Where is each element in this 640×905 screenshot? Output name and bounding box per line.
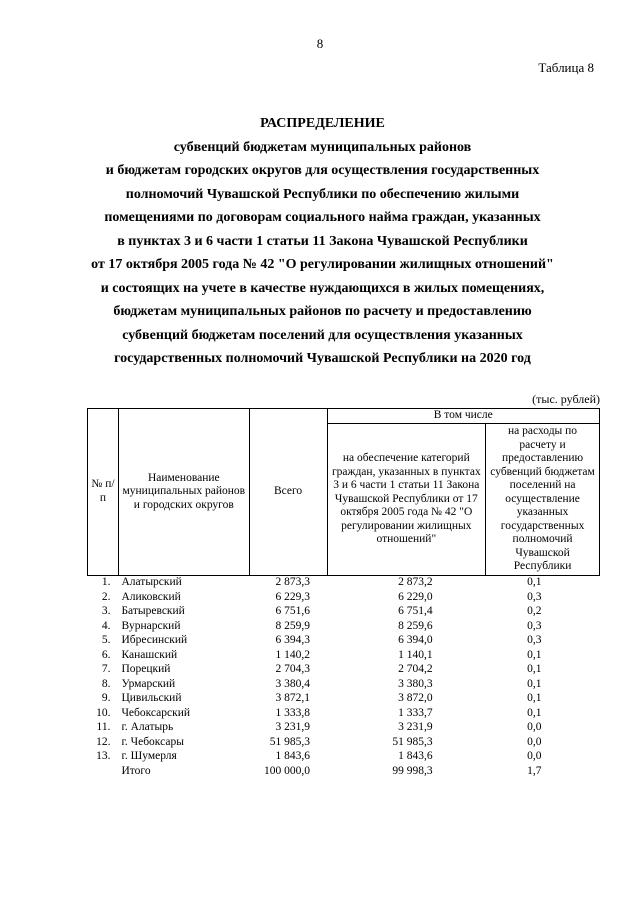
row-total: 3 380,4 [275, 677, 311, 690]
row-num: 6. [101, 648, 111, 661]
table-label: Таблица 8 [538, 60, 594, 75]
row-col-b: 0,0 [527, 721, 542, 733]
title-line: и состоящих на учете в качестве нуждающихся в жилых помещениях, [100, 280, 545, 296]
row-name: Итого [121, 764, 151, 777]
row-col-b: 0,3 [527, 634, 542, 646]
row-col-b: 1,7 [527, 764, 542, 777]
row-col-a: 3 872,0 [398, 692, 433, 704]
row-col-a: 6 751,4 [398, 605, 433, 617]
row-col-b: 0,1 [527, 663, 542, 675]
row-total: 1 843,6 [275, 750, 311, 762]
row-col-a: 51 985,3 [392, 735, 433, 748]
row-col-a: 8 259,6 [398, 619, 433, 632]
row-col-a: 2 873,2 [398, 576, 433, 588]
row-col-a: 99 998,3 [392, 764, 433, 777]
row-num: 4. [101, 619, 111, 632]
title-line: субвенций бюджетам муниципальных районов [173, 139, 472, 155]
row-name: Вурнарский [121, 619, 181, 632]
header-name: Наименование муниципальных районов и городских округов [118, 409, 249, 576]
row-name: Батыревский [121, 605, 185, 617]
row-name: Порецкий [121, 663, 171, 675]
row-col-b: 0,1 [527, 677, 542, 690]
title-line: субвенций бюджетам поселений для осуществления указанных [122, 327, 523, 343]
table-row [88, 575, 600, 590]
table-row [88, 721, 600, 736]
row-name: Урмарский [121, 677, 176, 690]
row-col-a: 2 704,2 [398, 663, 433, 675]
row-name: Аликовский [121, 590, 181, 603]
row-name: Чебоксарский [121, 706, 191, 719]
title-line: помещениями по договорам социального найма граждан, указанных [104, 210, 541, 225]
row-num: 12. [96, 735, 111, 748]
row-col-b: 0,3 [527, 619, 542, 632]
row-total: 1 140,2 [275, 648, 311, 661]
table-total-row [88, 764, 600, 779]
title-line: и бюджетам городских округов для осуществления государственных [105, 163, 540, 178]
table-row [88, 677, 600, 692]
table-row [88, 619, 600, 634]
row-num: 8. [101, 677, 111, 690]
row-num: 11. [96, 721, 111, 733]
row-name: Алатырский [121, 576, 182, 588]
table-row [88, 735, 600, 750]
row-col-b: 0,0 [527, 735, 542, 748]
row-total: 6 394,3 [275, 634, 311, 646]
title-line: от 17 октября 2005 года № 42 "О регулировании жилищных отношений" [91, 257, 554, 272]
row-num: 7. [101, 663, 111, 675]
row-total: 8 259,9 [275, 619, 311, 632]
title-line: РАСПРЕДЕЛЕНИЕ [260, 116, 385, 131]
row-total: 100 000,0 [264, 764, 311, 777]
table-row [88, 750, 600, 765]
row-total: 3 872,1 [275, 692, 311, 704]
distribution-table [87, 408, 600, 779]
row-num: 2. [101, 590, 111, 603]
table-row [88, 590, 600, 605]
row-name: г. Алатырь [121, 721, 174, 733]
row-col-a: 3 231,9 [398, 721, 433, 733]
row-total: 3 231,9 [275, 721, 311, 733]
table-row [88, 706, 600, 721]
row-total: 1 333,8 [275, 706, 311, 719]
header-col-b: на расходы по расчету и предоставлению субвенций бюджетам поселений на осуществление указанных государственных полномочий Чувашской Республики [486, 424, 600, 576]
row-name: г. Шумерля [121, 750, 177, 762]
title-line: бюджетам муниципальных районов по расчету и предоставлению [113, 304, 532, 319]
table-row [88, 663, 600, 678]
row-col-a: 6 229,0 [398, 590, 433, 603]
row-num [88, 764, 119, 779]
row-col-b: 0,3 [527, 590, 542, 603]
header-including: В том числе [327, 409, 599, 424]
row-num: 9. [101, 692, 111, 704]
title-line: в пунктах 3 и 6 части 1 статьи 11 Закона Чувашской Республики [117, 233, 528, 249]
row-total: 2 873,3 [275, 576, 311, 588]
row-name: Цивильский [121, 692, 182, 704]
row-col-a: 1 333,7 [398, 706, 433, 719]
table-header [88, 409, 600, 576]
row-col-b: 0,1 [527, 706, 542, 719]
row-col-a: 6 394,0 [398, 634, 433, 646]
row-col-b: 0,2 [527, 605, 542, 617]
units-label: (тыс. рублей) [532, 392, 600, 406]
row-col-b: 0,0 [527, 750, 542, 762]
row-num: 10. [96, 706, 111, 719]
title-line: полномочий Чувашской Республики по обеспечению жилыми [125, 186, 520, 202]
header-total: Всего [249, 409, 327, 576]
row-num: 13. [96, 750, 111, 762]
title-line: государственных полномочий Чувашской Республики на 2020 год [114, 351, 531, 366]
row-col-a: 3 380,3 [398, 677, 433, 690]
row-col-a: 1 140,1 [398, 648, 433, 661]
row-name: Канашский [121, 648, 178, 661]
table-row [88, 605, 600, 620]
row-col-b: 0,1 [527, 648, 542, 661]
row-col-b: 0,1 [527, 692, 542, 704]
table-row [88, 648, 600, 663]
row-total: 6 229,3 [275, 590, 311, 603]
document-title [60, 112, 585, 371]
table-row [88, 692, 600, 707]
row-name: Ибресинский [121, 634, 188, 646]
row-num: 5. [101, 634, 111, 646]
row-name: г. Чебоксары [121, 735, 184, 748]
header-num: № п/п [88, 409, 119, 576]
row-total: 2 704,3 [275, 663, 311, 675]
header-col-a: на обеспечение категорий граждан, указанных в пунктах 3 и 6 части 1 статьи 11 Закона Чувашской Республики от 17 октября 2005 года № 42 "О регулировании жилищных отношений" [327, 424, 486, 576]
row-num: 3. [101, 605, 111, 617]
row-col-b: 0,1 [527, 576, 542, 588]
table-row [88, 634, 600, 649]
row-total: 51 985,3 [269, 735, 311, 748]
page-number: 8 [316, 36, 324, 51]
row-col-a: 1 843,6 [398, 750, 433, 762]
row-num: 1. [101, 576, 111, 588]
row-total: 6 751,6 [275, 605, 311, 617]
